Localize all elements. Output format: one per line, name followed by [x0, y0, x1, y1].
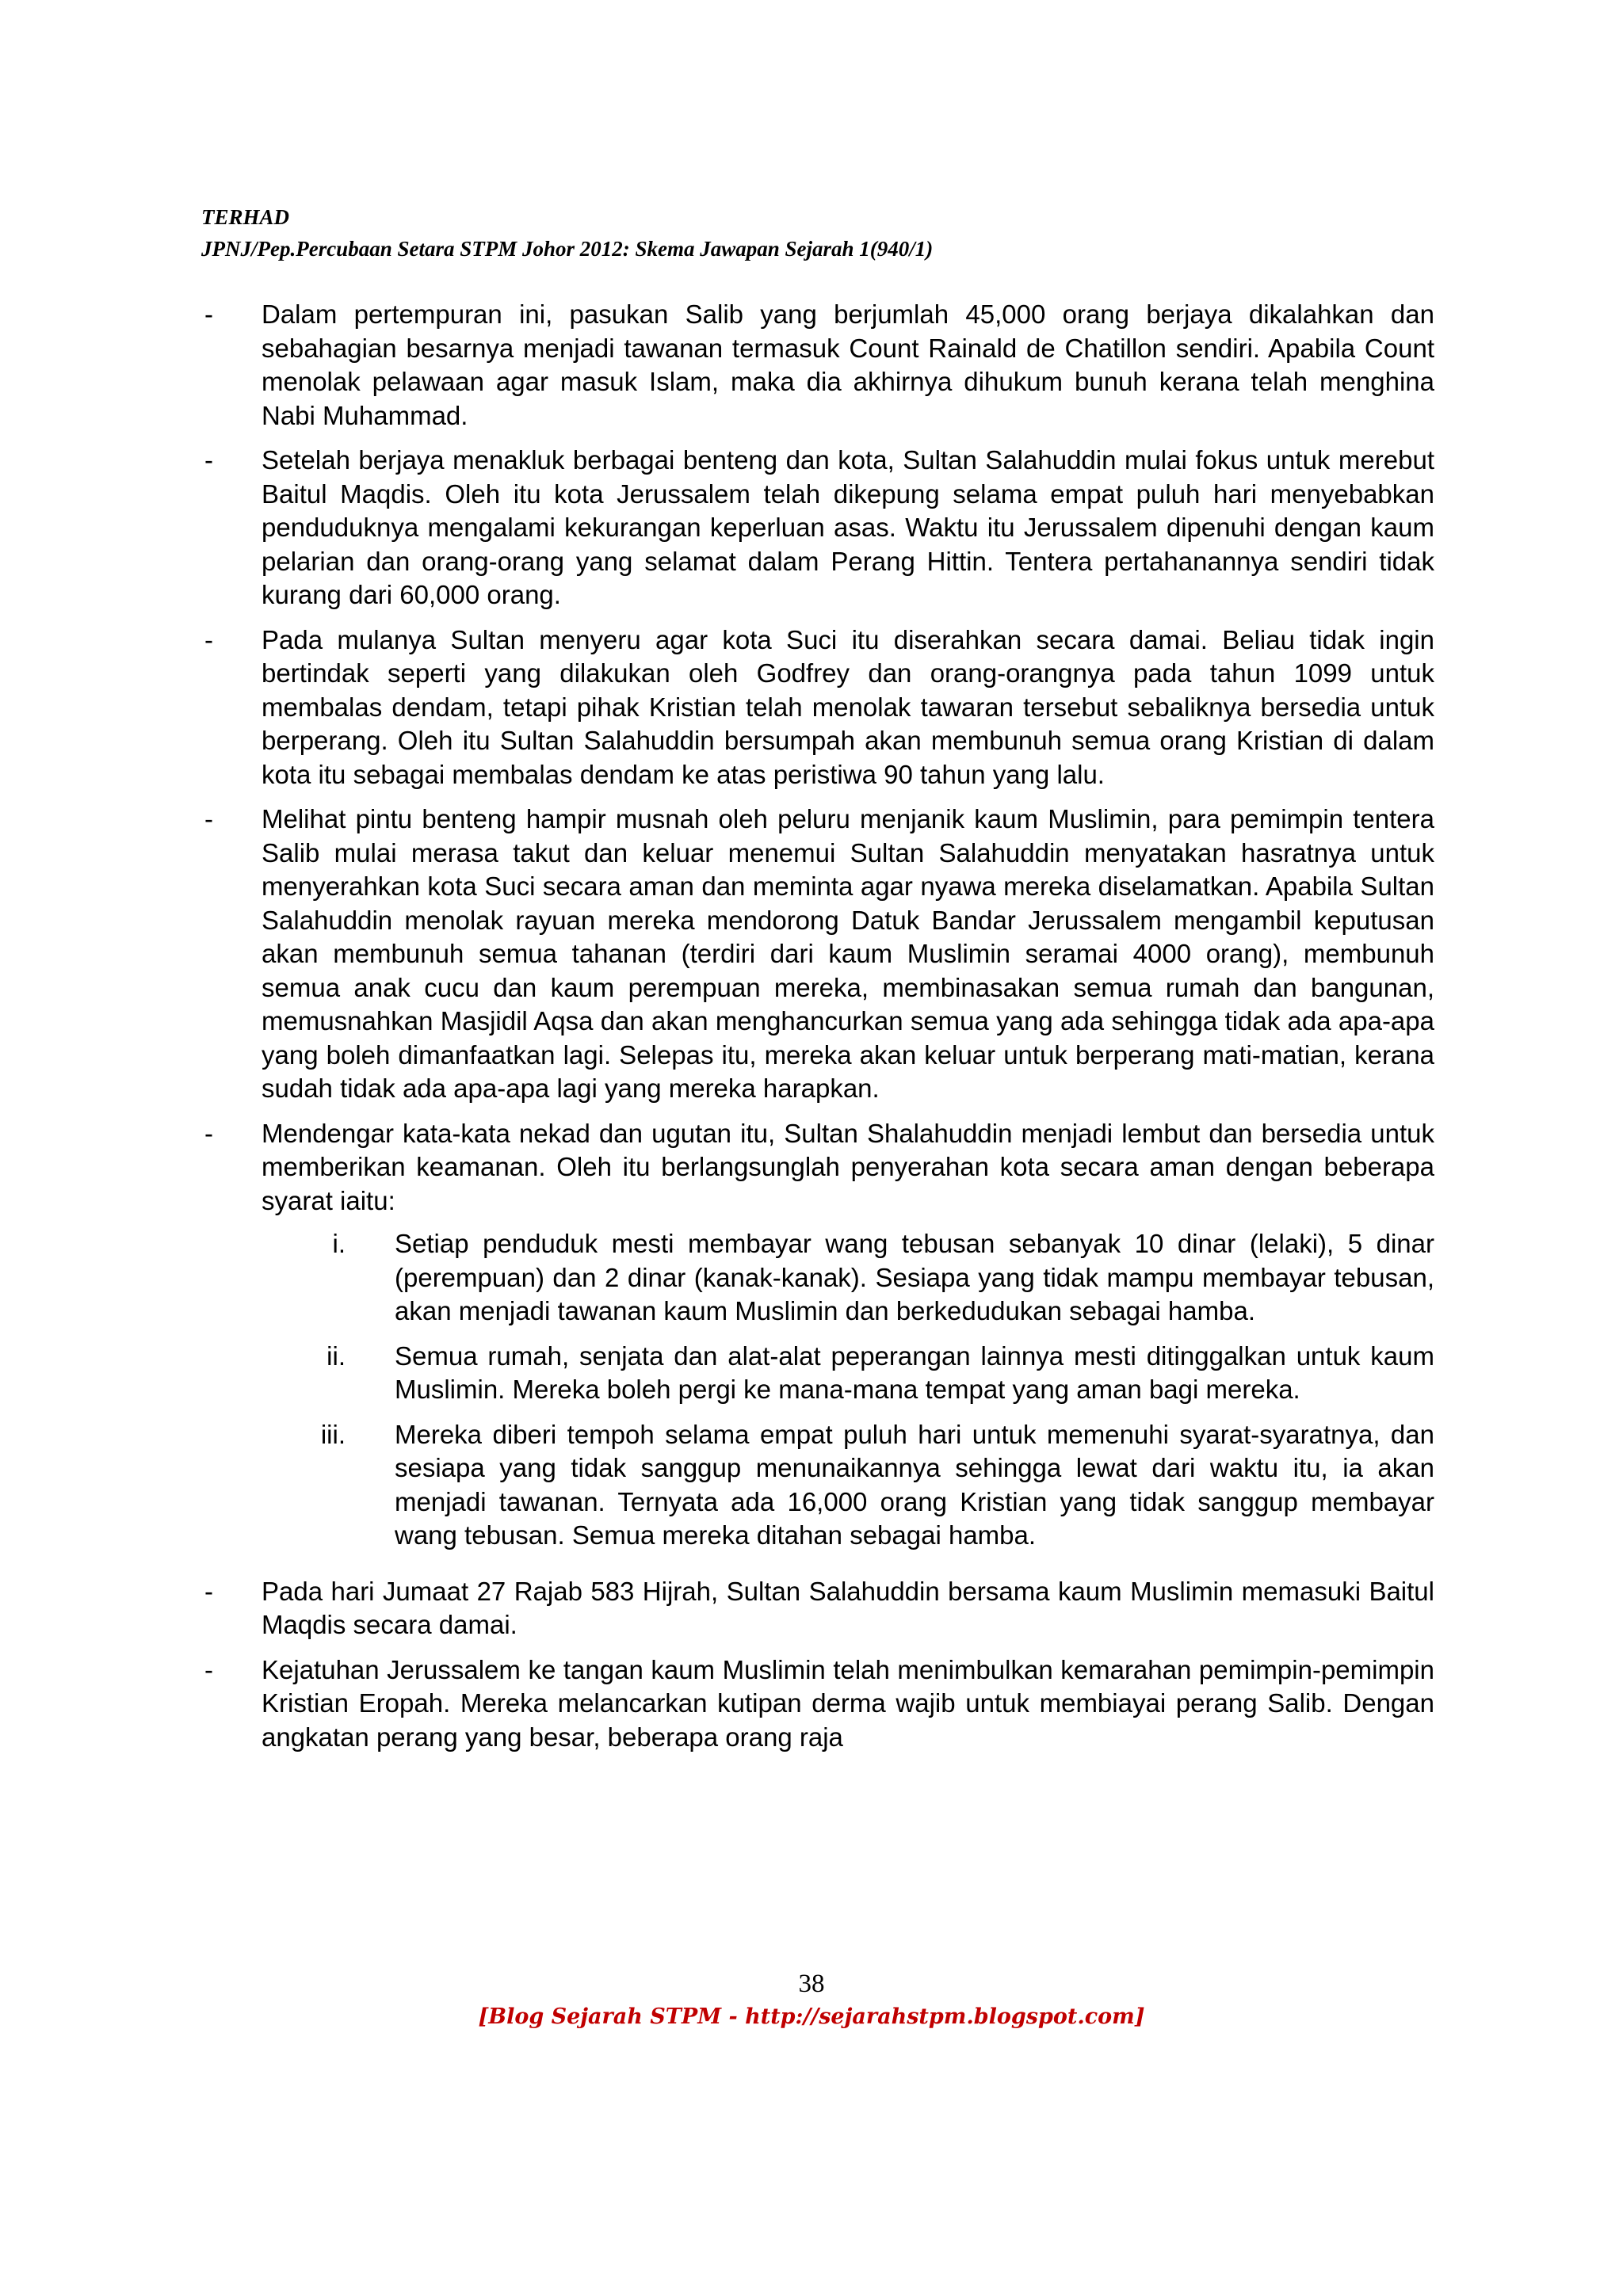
conditions-list: [262, 1227, 1434, 1553]
condition-item: [262, 1418, 1434, 1553]
document-subtitle: JPNJ/Pep.Percubaan Setara STPM Johor 2012: Skema Jawapan Sejarah 1(940/1): [201, 237, 934, 261]
bullet-dash: -: [204, 1576, 213, 1606]
roman-numeral: ii.: [327, 1341, 346, 1371]
condition-text: Setiap penduduk mesti membayar wang tebusan sebanyak 10 dinar (lelaki), 5 dinar (perempuan) dan 2 dinar (kanak-kanak). Sesiapa yang tidak mampu membayar tebusan, akan menjadi tawanan kaum Muslimin dan berkedudukan sebagai hamba.: [395, 1229, 1434, 1325]
condition-text: Semua rumah, senjata dan alat-alat peperangan lainnya mesti ditinggalkan untuk kaum Muslimin. Mereka boleh pergi ke mana-mana tempat yang aman bagi mereka.: [395, 1341, 1434, 1404]
list-item: [201, 1653, 1434, 1755]
footer-blog-link[interactable]: [Blog Sejarah STPM - http://sejarahstpm.blogspot.com]: [478, 2004, 1145, 2029]
list-item: [201, 298, 1434, 433]
list-item: [201, 803, 1434, 1106]
paragraph-text: Dalam pertempuran ini, pasukan Salib yang berjumlah 45,000 orang berjaya dikalahkan dan sebahagian besarnya menjadi tawanan termasuk Count Rainald de Chatillon sendiri. Apabila Count menolak pelawaan agar masuk Islam, maka dia akhirnya dihukum bunuh kerana telah menghina Nabi Muhammad.: [262, 299, 1434, 430]
condition-text: Mereka diberi tempoh selama empat puluh hari untuk memenuhi syarat-syaratnya, dan sesiapa yang tidak sanggup menunaikannya sehingga lewat dari waktu itu, ia akan menjadi tawanan. Ternyata ada 16,000 orang Kristian yang tidak sanggup membayar wang tebusan. Semua mereka ditahan sebagai hamba.: [395, 1419, 1434, 1550]
page-header: [201, 201, 933, 265]
condition-item: [262, 1340, 1434, 1407]
bullet-dash: -: [204, 804, 213, 833]
body-content: [201, 298, 1434, 1765]
paragraph-text: Pada mulanya Sultan menyeru agar kota Suci itu diserahkan secara damai. Beliau tidak ingin bertindak seperti yang dilakukan oleh Godfrey dan orang-orangnya pada tahun 1099 untuk membalas dendam, tetapi pihak Kristian telah menolak tawaran tersebut sebaliknya bersedia untuk berperang. Oleh itu Sultan Salahuddin bersumpah akan membunuh semua orang Kristian di dalam kota itu sebagai membalas dendam ke atas peristiwa 90 tahun yang lalu.: [262, 624, 1434, 789]
list-item: [201, 1117, 1434, 1564]
paragraph-text: Melihat pintu benteng hampir musnah oleh peluru menjanik kaum Muslimin, para pemimpin tentera Salib mulai merasa takut dan keluar menemui Sultan Salahuddin menyatakan hasratnya untuk menyerahkan kota Suci secara aman dan meminta agar nyawa mereka diselamatkan. Apabila Sultan Salahuddin menolak rayuan mereka mendorong Datuk Bandar Jerussalem mengambil keputusan akan membunuh semua tahanan (terdiri dari kaum Muslimin seramai 4000 orang), membunuh semua anak cucu dan kaum perempuan mereka, membinasakan semua rumah dan bangunan, memusnahkan Masjidil Aqsa dan akan menghancurkan semua yang ada sehingga tidak ada apa-apa yang boleh dimanfaatkan lagi. Selepas itu, mereka akan keluar untuk berperang mati-matian, kerana sudah tidak ada apa-apa lagi yang mereka harapkan.: [262, 804, 1434, 1103]
list-item: [201, 444, 1434, 612]
roman-numeral: iii.: [320, 1419, 346, 1449]
bullet-dash: -: [204, 624, 213, 654]
paragraph-block: [262, 1117, 1434, 1564]
bullet-dash: -: [204, 1118, 213, 1148]
classification-label: TERHAD: [201, 205, 290, 229]
paragraph-text: Setelah berjaya menakluk berbagai benteng dan kota, Sultan Salahuddin mulai fokus untuk merebut Baitul Maqdis. Oleh itu kota Jerussalem telah dikepung selama empat puluh hari menyebabkan penduduknya mengalami kekurangan keperluan asas. Waktu itu Jerussalem dipenuhi dengan kaum pelarian dan orang-orang yang selamat dalam Perang Hittin. Tentera pertahanannya sendiri tidak kurang dari 60,000 orang.: [262, 445, 1434, 609]
paragraph-text: Mendengar kata-kata nekad dan ugutan itu, Sultan Shalahuddin menjadi lembut dan bersedia untuk memberikan keamanan. Oleh itu berlangsunglah penyerahan kota secara aman dengan beberapa syarat iaitu:: [262, 1118, 1434, 1215]
page-number: 38: [798, 1970, 825, 1998]
bullet-dash: -: [204, 445, 213, 475]
list-item: [201, 624, 1434, 792]
paragraph-text: Kejatuhan Jerussalem ke tangan kaum Muslimin telah menimbulkan kemarahan pemimpin-pemimpin Kristian Eropah. Mereka melancarkan kutipan derma wajib untuk membiayai perang Salib. Dengan angkatan perang yang besar, beberapa orang raja: [262, 1654, 1434, 1752]
list-item: [201, 1575, 1434, 1642]
roman-numeral: i.: [332, 1229, 346, 1258]
paragraph-text: Pada hari Jumaat 27 Rajab 583 Hijrah, Sultan Salahuddin bersama kaum Muslimin memasuki Baitul Maqdis secara damai.: [262, 1576, 1434, 1639]
condition-item: [262, 1227, 1434, 1329]
bullet-dash: -: [204, 1654, 213, 1684]
bullet-dash: -: [204, 299, 213, 329]
